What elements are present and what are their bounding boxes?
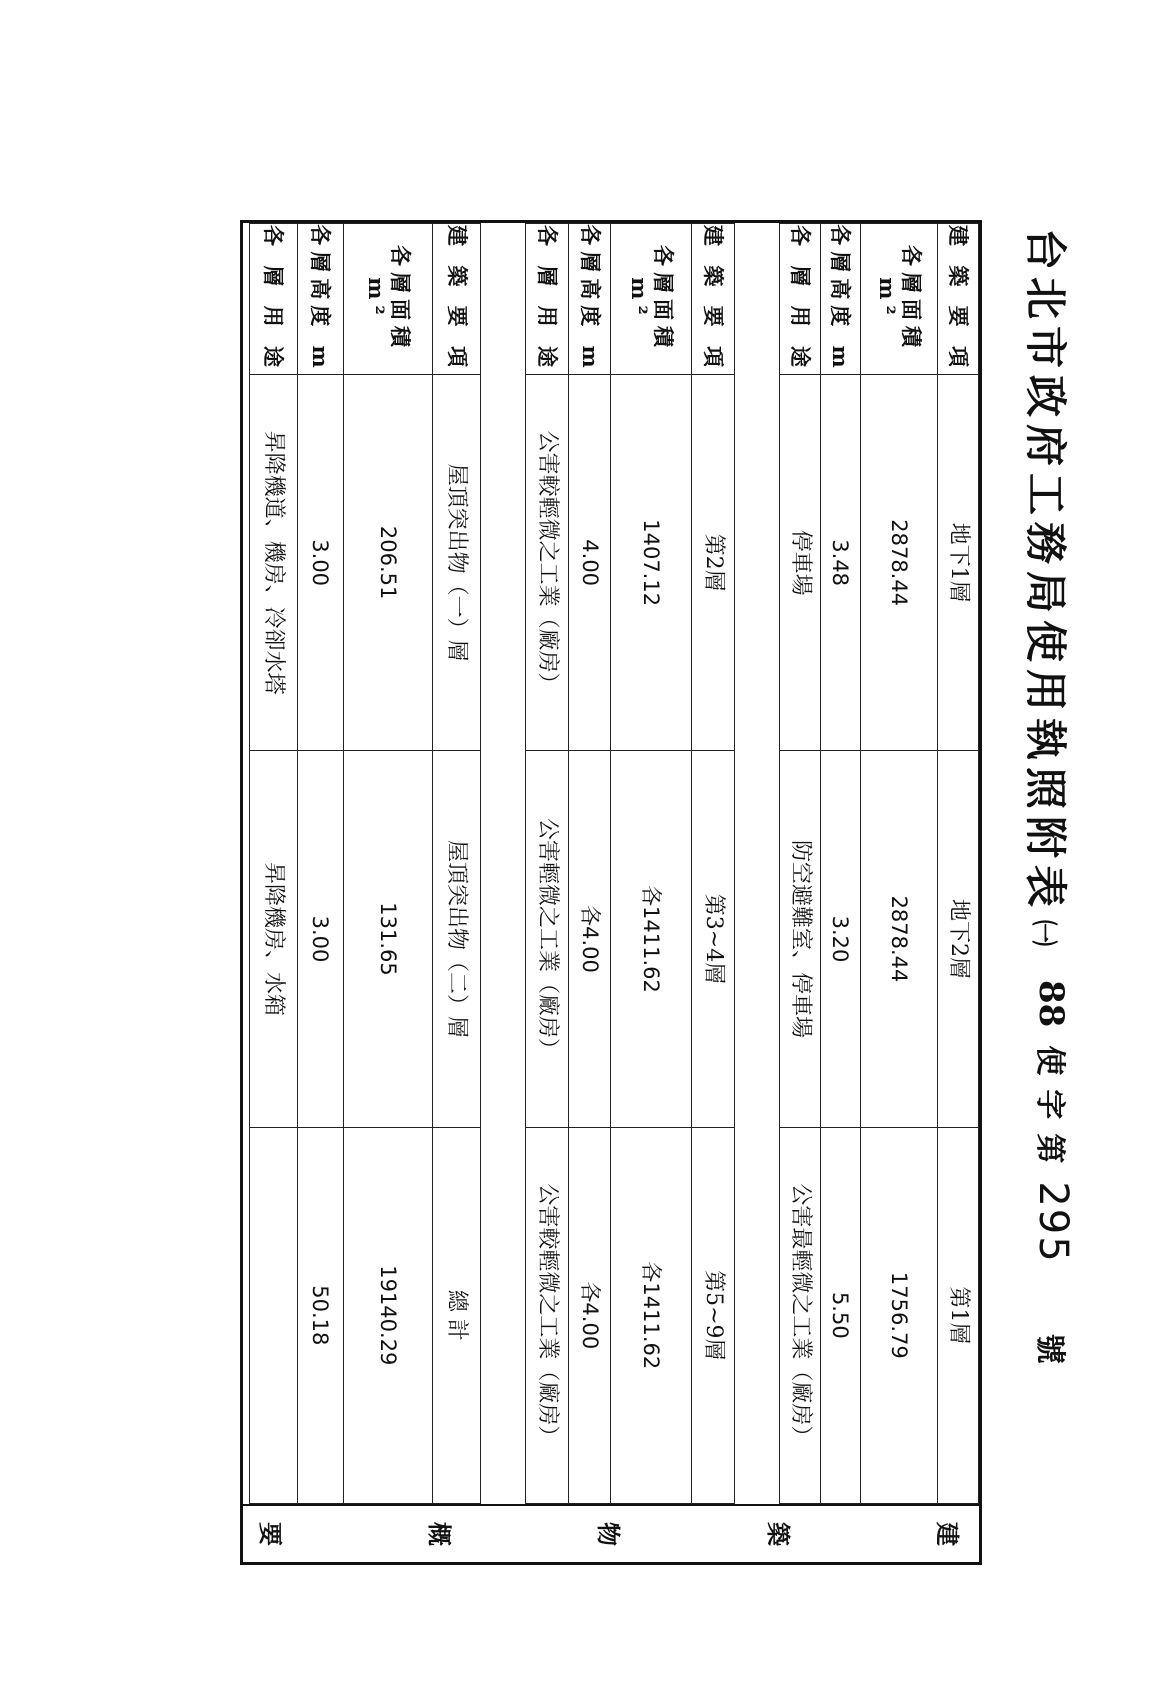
header-use: 各 層 用 途: [780, 224, 821, 375]
permit-ordinal: 第: [1032, 1133, 1067, 1164]
header-height: 各層高度 m: [569, 224, 610, 375]
header-use: 各 層 用 途: [250, 224, 298, 375]
header-item: 建 築 要 項: [937, 224, 978, 375]
cell-height: 3.20: [821, 751, 860, 1127]
cell-use: 昇降機道、機房、冷卻水塔: [250, 375, 298, 751]
header-height: 各層高度 m: [821, 224, 860, 375]
table-row: [526, 224, 569, 1504]
cell-height: 3.00: [297, 751, 343, 1127]
cell-item: 地下2層: [937, 751, 978, 1127]
cell-height: 4.00: [569, 375, 610, 751]
cell-use: 防空避難室、停車場: [780, 751, 821, 1127]
cell-height: 3.48: [821, 375, 860, 751]
table-row: [821, 224, 860, 1504]
table-row: [297, 224, 343, 1504]
side-label-char: 概: [425, 1522, 455, 1546]
document-title: 台北市政府工務局使用執照附表㈠: [1021, 228, 1070, 947]
cell-item: 第5~9層: [691, 1127, 734, 1503]
cell-item: 屋頂突出物（一）層: [433, 375, 481, 751]
header-height: 各層高度 m: [297, 224, 343, 375]
cell-area: 19140.29: [343, 1127, 433, 1503]
building-summary-sheet: [240, 220, 982, 1565]
header-use: 各 層 用 途: [526, 224, 569, 375]
cell-area: 2878.44: [860, 375, 937, 751]
table-row: [691, 224, 734, 1504]
header-item: 建 築 要 項: [691, 224, 734, 375]
cell-height: 各4.00: [569, 751, 610, 1127]
table-row: [343, 224, 433, 1504]
cell-area: 1756.79: [860, 1127, 937, 1503]
cell-use: 公害最輕微之工業（廠房）: [780, 1127, 821, 1503]
cell-item: 第2層: [691, 375, 734, 751]
cell-item: 第3~4層: [691, 751, 734, 1127]
cell-height: 各4.00: [569, 1127, 610, 1503]
side-label-char: 要: [256, 1522, 285, 1546]
table-row: [860, 224, 937, 1504]
header-area: 各層面積m²: [343, 224, 433, 375]
cell-area: 各1411.62: [610, 751, 691, 1127]
cell-height: 5.50: [821, 1127, 860, 1503]
rotated-document: [240, 220, 1100, 1565]
table-row: [250, 224, 298, 1504]
table-row: [610, 224, 691, 1504]
title-band: [982, 220, 1100, 1565]
cell-height: 3.00: [297, 375, 343, 751]
cell-use: 昇降機房、水箱: [250, 751, 298, 1127]
side-label-char: 建: [933, 1522, 962, 1546]
cell-height: 50.18: [297, 1127, 343, 1503]
table-row: [433, 224, 481, 1504]
permit-number: [1030, 980, 1076, 1378]
cell-area: 206.51: [343, 375, 433, 751]
table-basement-and-ground: [779, 223, 979, 1504]
cell-use: 公害較輕微之工業（廠房）: [526, 1127, 569, 1503]
table-row: [569, 224, 610, 1504]
table-upper-floors: [525, 223, 735, 1504]
cell-area: 131.65: [343, 751, 433, 1127]
cell-item: 地下1層: [937, 375, 978, 751]
cell-area: 1407.12: [610, 375, 691, 751]
cell-area: 2878.44: [860, 751, 937, 1127]
cell-item: 屋頂突出物（二）層: [433, 751, 481, 1127]
permit-serial: 295: [1030, 1181, 1076, 1264]
table-row: [780, 224, 821, 1504]
cell-use: 公害輕微之工業（廠房）: [526, 751, 569, 1127]
cell-item: 總 計: [433, 1127, 481, 1503]
cell-area: 各1411.62: [610, 1127, 691, 1503]
header-item: 建 築 要 項: [433, 224, 481, 375]
sheet-body: [243, 223, 979, 1504]
permit-type: 字: [1032, 1089, 1067, 1120]
header-area: 各層面積m²: [610, 224, 691, 375]
side-label-char: 物: [594, 1522, 624, 1546]
permit-year: 88: [1031, 980, 1071, 1028]
table-rooftop-and-total: [249, 223, 481, 1504]
cell-use: [250, 1127, 298, 1503]
cell-item: 第1層: [937, 1127, 978, 1503]
title-suffix: ㈠: [1028, 920, 1058, 947]
permit-prefix: 使: [1032, 1045, 1067, 1076]
permit-suffix: 號: [1032, 1333, 1067, 1364]
side-label: [243, 1504, 979, 1562]
table-row: [937, 224, 978, 1504]
cell-use: 公害較輕微之工業（廠房）: [526, 375, 569, 751]
cell-use: 停車場: [780, 375, 821, 751]
side-label-char: 築: [763, 1522, 793, 1546]
header-area: 各層面積m²: [860, 224, 937, 375]
